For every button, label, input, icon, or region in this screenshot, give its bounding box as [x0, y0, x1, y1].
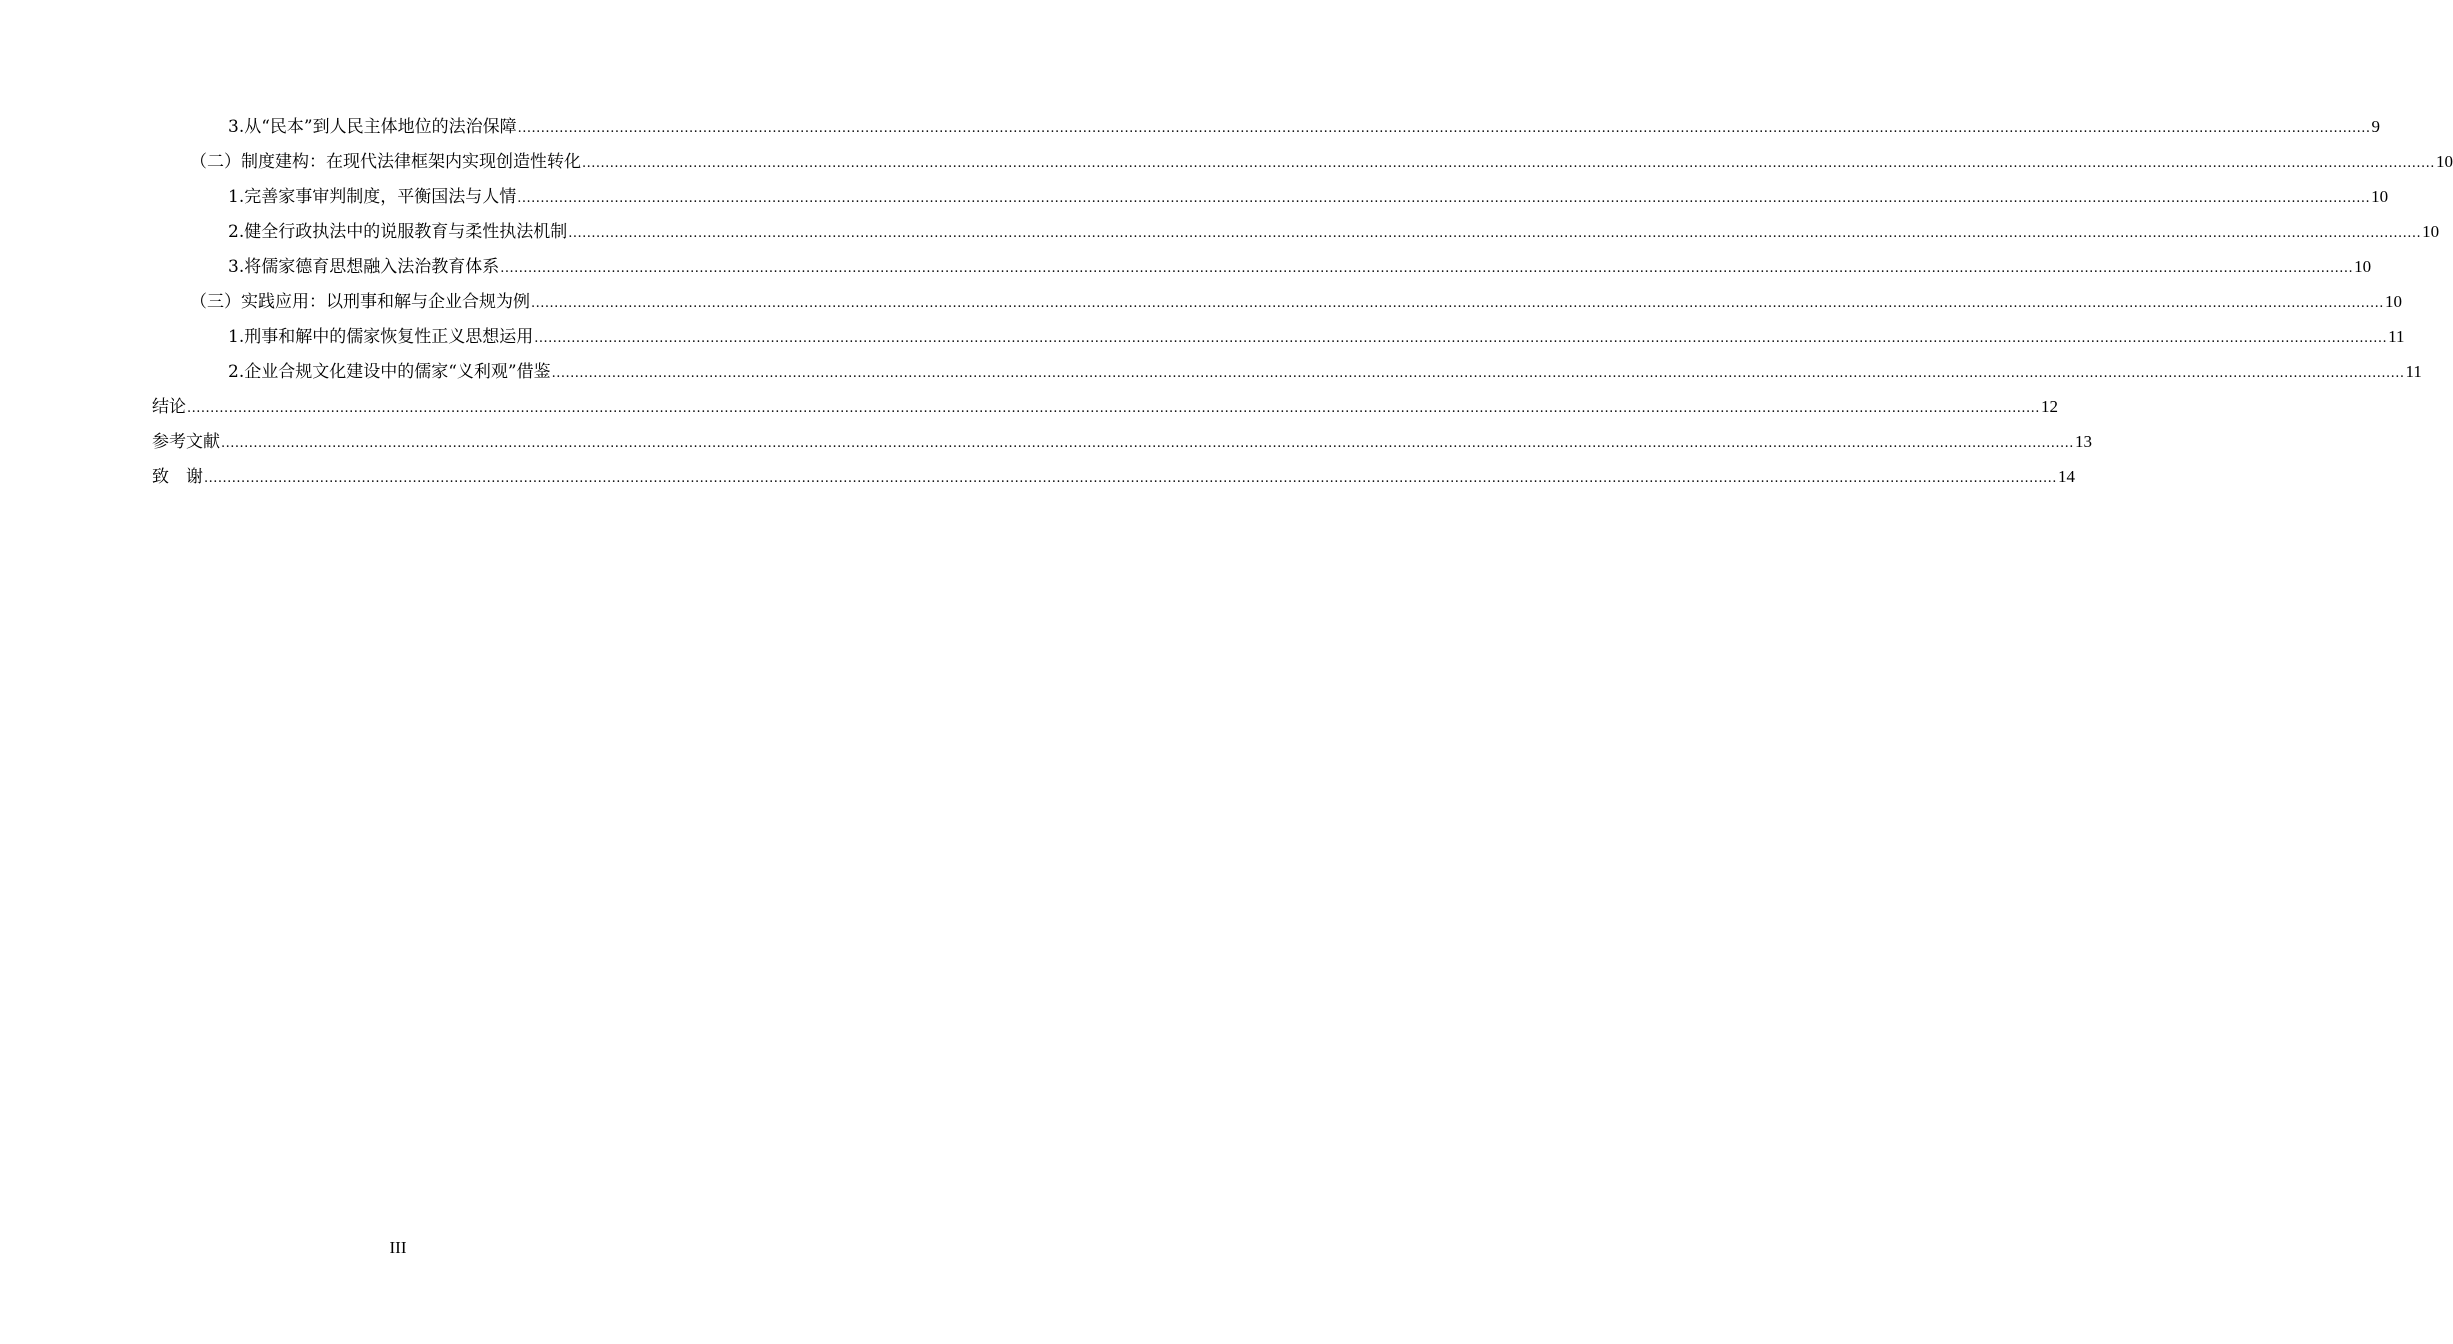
page-number: III — [389, 1238, 407, 1257]
toc-dot-leader: ................................................................................................................................................................................................................................................................................................................................................................................................................ — [204, 471, 2057, 486]
toc-entry[interactable] — [152, 219, 2440, 254]
toc-entry-page: 11 — [2388, 327, 2405, 346]
toc-entry-page: 11 — [2405, 362, 2422, 381]
toc-entry[interactable] — [152, 429, 2092, 464]
toc-entry-title: 结论 — [152, 397, 186, 417]
toc-dot-leader: ................................................................................................................................................................................................................................................................................................................................................................................................................ — [517, 191, 2371, 206]
toc-entry-page: 14 — [2057, 467, 2075, 486]
toc-dot-leader: ................................................................................................................................................................................................................................................................................................................................................................................................................ — [187, 401, 2040, 416]
toc-entry-title: （三）实践应用：以刑事和解与企业合规为例 — [190, 292, 530, 312]
toc-dot-leader: ................................................................................................................................................................................................................................................................................................................................................................................................................ — [551, 366, 2405, 381]
toc-dot-leader: ................................................................................................................................................................................................................................................................................................................................................................................................................ — [500, 261, 2354, 276]
toc-entry[interactable] — [152, 254, 2372, 289]
toc-entry-title: （二）制度建构：在现代法律框架内实现创造性转化 — [190, 152, 581, 172]
toc-entry-page: 10 — [2435, 152, 2453, 171]
toc-entry-page: 13 — [2074, 432, 2092, 451]
toc-dot-leader: ................................................................................................................................................................................................................................................................................................................................................................................................................ — [534, 331, 2388, 346]
toc-entry[interactable] — [152, 184, 2389, 219]
toc-entry-title: 1.刑事和解中的儒家恢复性正义思想运用 — [228, 327, 534, 347]
toc-dot-leader: ................................................................................................................................................................................................................................................................................................................................................................................................................ — [568, 226, 2422, 241]
table-of-contents — [152, 114, 2453, 499]
toc-entry-page: 12 — [2040, 397, 2058, 416]
toc-entry-page: 9 — [2371, 117, 2381, 136]
toc-dot-leader: ................................................................................................................................................................................................................................................................................................................................................................................................................ — [517, 121, 2371, 136]
toc-entry[interactable] — [152, 394, 2058, 429]
toc-entry-title: 3.从“民本”到人民主体地位的法治保障 — [228, 117, 517, 137]
toc-entry[interactable] — [152, 324, 2405, 359]
toc-entry[interactable] — [152, 289, 2402, 324]
toc-entry-title: 2.企业合规文化建设中的儒家“义利观”借鉴 — [228, 362, 551, 382]
toc-entry-title: 1.完善家事审判制度，平衡国法与人情 — [228, 187, 517, 207]
toc-entry[interactable] — [152, 114, 2381, 149]
toc-entry-title: 参考文献 — [152, 432, 220, 452]
toc-dot-leader: ................................................................................................................................................................................................................................................................................................................................................................................................................ — [582, 156, 2435, 171]
toc-entry[interactable] — [152, 464, 2075, 499]
toc-entry[interactable] — [152, 149, 2453, 184]
toc-dot-leader: ................................................................................................................................................................................................................................................................................................................................................................................................................ — [531, 296, 2384, 311]
toc-entry-title: 2.健全行政执法中的说服教育与柔性执法机制 — [228, 222, 568, 242]
toc-entry-title: 致 谢 — [152, 467, 203, 487]
toc-entry-page: 10 — [2354, 257, 2372, 276]
toc-entry-page: 10 — [2371, 187, 2389, 206]
toc-entry-title: 3.将儒家德育思想融入法治教育体系 — [228, 257, 500, 277]
toc-entry-page: 10 — [2422, 222, 2440, 241]
toc-dot-leader: ................................................................................................................................................................................................................................................................................................................................................................................................................ — [221, 436, 2074, 451]
toc-entry[interactable] — [152, 359, 2422, 394]
toc-entry-page: 10 — [2384, 292, 2402, 311]
